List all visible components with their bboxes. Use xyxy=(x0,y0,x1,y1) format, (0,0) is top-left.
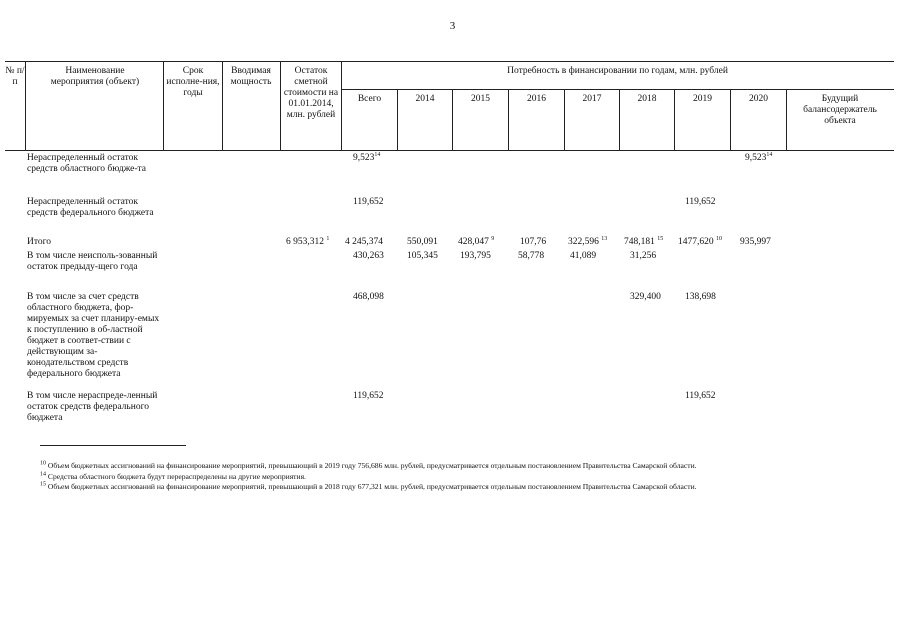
row-2019-value: 138,698 xyxy=(685,292,716,302)
header-top-rule xyxy=(5,61,894,62)
row-label: В том числе нераспреде-ленный остаток средств федерального бюджета xyxy=(27,391,158,423)
row-total-value: 468,098 xyxy=(353,292,384,302)
footnote: $^{14}$ Средства областного бюджета будут перераспределены на другие мероприятия. xyxy=(40,471,306,481)
footnote-ref: 13 xyxy=(601,235,608,242)
header-funding: Потребность в финансировании по годам, млн. рублей xyxy=(507,66,728,76)
row-2019-value: 1477,620 $^{10}$ xyxy=(678,235,722,247)
row-2017-value: 322,596 $^{13}$ xyxy=(568,235,608,247)
row-2018-value: 748,181 $^{15}$ xyxy=(624,235,664,247)
row-label: Нераспределенный остаток средств федерального бюджета xyxy=(27,197,154,218)
header-year-2017: 2017 xyxy=(582,94,602,104)
col-rule xyxy=(222,61,223,150)
row-2014-value: 105,345 xyxy=(407,251,438,261)
footnote: $^{15}$ Объем бюджетных ассигнований на финансирование мероприятий, превышающий в 2018 году 677,321 млн. рублей, предусматривается отдельным постановлением Правительства Самарской области. xyxy=(40,481,697,491)
header-year-2019: 2019 xyxy=(693,94,712,104)
row-total-value: 430,263 xyxy=(353,251,384,261)
header-year-2015: 2015 xyxy=(471,94,490,104)
header-year-2020: 2020 xyxy=(749,94,768,104)
col-rule xyxy=(786,89,787,150)
row-2015-value: 428,047 $^9$ xyxy=(458,235,495,247)
funding-subheader-rule xyxy=(341,89,894,90)
row-remainder-value: 6 953,312 $^1$ xyxy=(286,235,330,247)
row-label: В том числе за счет средств областного бюджета, фор-мируемых за счет планиру-емых к поступлению в об-ластной бюджет в соответ-ствии с действующим за-конодательством средств федерального бюджета xyxy=(27,292,160,379)
header-year-2016: 2016 xyxy=(527,94,546,104)
page-number: 3 xyxy=(449,20,456,32)
footnote-ref: 9 xyxy=(491,235,495,242)
row-2014-value: 550,091 xyxy=(407,237,438,247)
header-bottom-rule xyxy=(5,150,894,151)
footnote-ref: 14 xyxy=(374,151,381,158)
row-2016-value: 107,76 xyxy=(520,237,547,247)
row-total-value: 4 245,374 xyxy=(345,237,383,247)
row-2015-value: 193,795 xyxy=(460,251,491,261)
row-2019-value: 119,652 xyxy=(685,391,716,401)
col-rule xyxy=(25,61,26,150)
footnote-ref: 1 xyxy=(326,235,330,242)
row-2016-value: 58,778 xyxy=(518,251,545,261)
header-total: Всего xyxy=(357,94,382,104)
header-term: Срок исполне-ния, годы xyxy=(166,66,220,98)
row-total-value: 9,523$^{14}$ xyxy=(353,151,381,163)
header-year-2014: 2014 xyxy=(415,94,435,104)
row-label: В том числе неисполь-зованный остаток предыду-щего года xyxy=(27,251,158,272)
col-rule xyxy=(163,61,164,150)
col-rule xyxy=(280,61,281,150)
footnote-ref: 14 xyxy=(766,151,773,158)
footnote: $^{10}$ Объем бюджетных ассигнований на финансирование мероприятий, превышающий в 2019 году 756,686 млн. рублей, предусматривается отдельным постановлением Правительства Самарской области. xyxy=(40,460,697,470)
col-rule xyxy=(341,61,342,150)
row-2018-value: 329,400 xyxy=(630,292,661,302)
footnote-separator xyxy=(40,445,186,446)
footnote-ref: 15 xyxy=(657,235,664,242)
row-2017-value: 41,089 xyxy=(570,251,597,261)
header-holder: Будущий балансодержатель объекта xyxy=(803,94,877,126)
row-2020-value: 935,997 xyxy=(740,237,771,247)
row-total-value: 119,652 xyxy=(353,197,384,207)
header-year-2018: 2018 xyxy=(637,94,657,104)
row-2018-value: 31,256 xyxy=(630,251,657,261)
row-2020-value: 9,523$^{14}$ xyxy=(745,151,773,163)
row-total-value: 119,652 xyxy=(353,391,384,401)
footnote-ref: 10 xyxy=(716,235,722,242)
header-num: № п/п xyxy=(5,66,25,87)
header-capacity: Вводимая мощность xyxy=(230,66,272,87)
header-remainder: Остаток сметной стоимости на 01.01.2014, млн. рублей xyxy=(283,66,339,120)
row-label: Нераспределенный остаток средств областного бюдже-та xyxy=(27,153,146,174)
header-name: Наименование мероприятия (объект) xyxy=(50,66,140,87)
row-2019-value: 119,652 xyxy=(685,197,716,207)
row-label: Итого xyxy=(27,237,52,247)
